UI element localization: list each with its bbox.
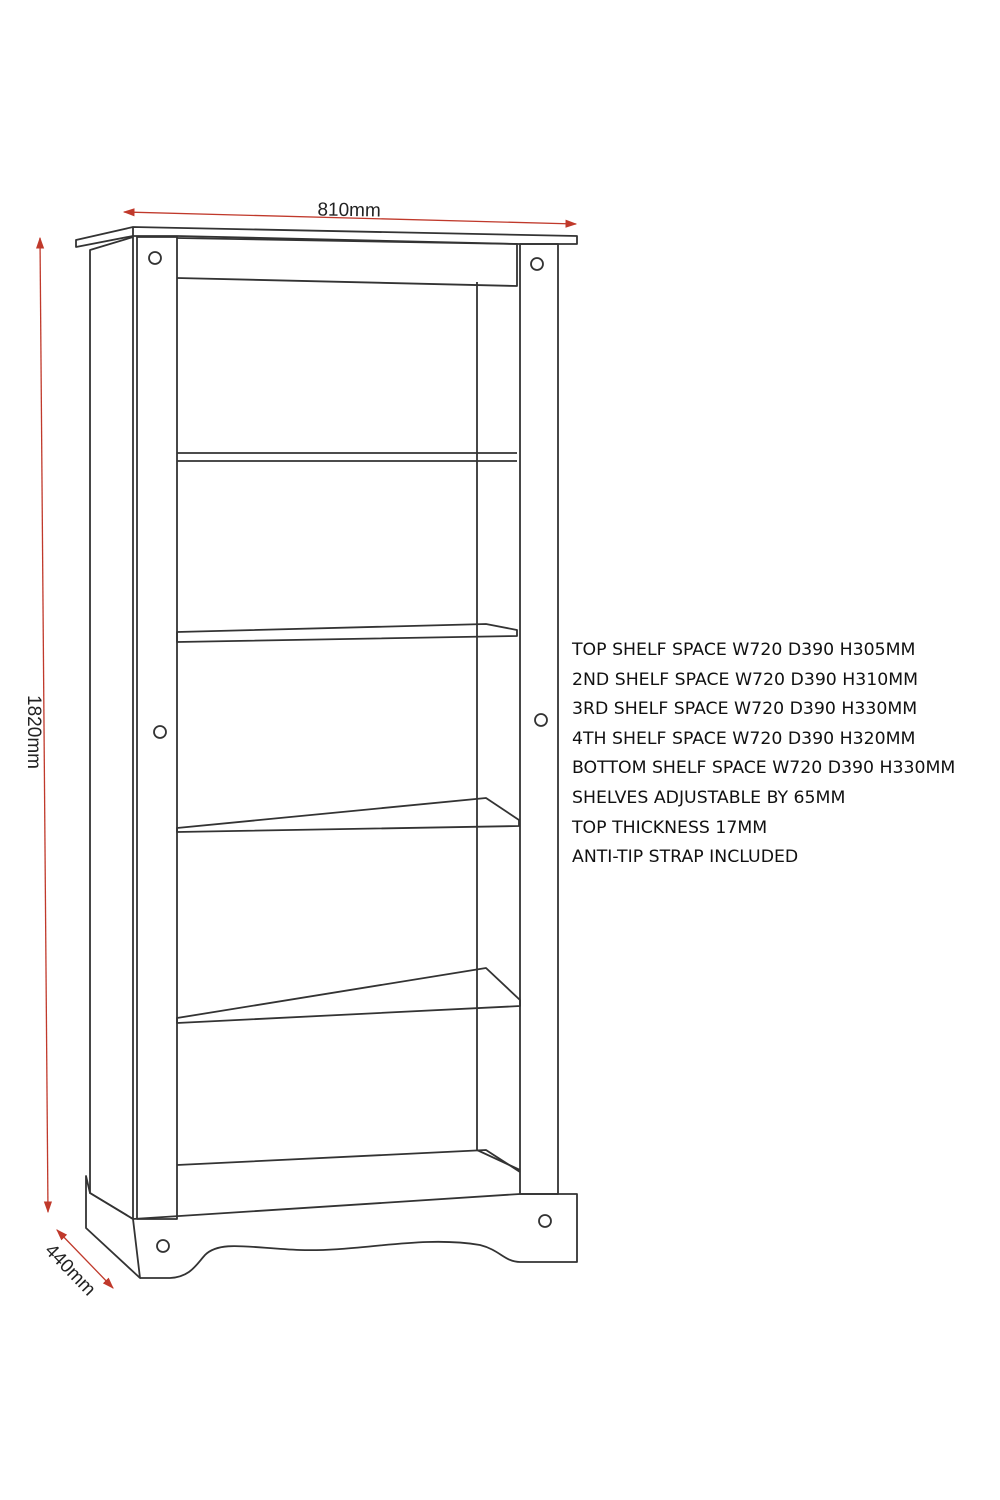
specification-list — [572, 636, 955, 873]
spec-4th-shelf: 4TH SHELF SPACE W720 D390 H320MM — [572, 728, 916, 749]
shelves — [177, 453, 520, 1172]
top-rail — [177, 238, 517, 286]
spec-anti-tip-strap: ANTI-TIP STRAP INCLUDED — [572, 847, 799, 868]
left-side-panel — [90, 237, 133, 1219]
back-panel — [477, 282, 520, 1170]
bookcase-outline — [76, 227, 577, 1278]
left-front-post — [137, 237, 177, 1219]
spec-shelves-adjustable: SHELVES ADJUSTABLE BY 65MM — [572, 787, 846, 808]
spec-top-shelf: TOP SHELF SPACE W720 D390 H305MM — [572, 640, 916, 660]
spec-2nd-shelf: 2ND SHELF SPACE W720 D390 H310MM — [572, 669, 919, 690]
screw-holes — [149, 252, 551, 1252]
width-label: 810mm — [317, 199, 381, 222]
plinth-front — [133, 1194, 577, 1278]
spec-bottom-shelf: BOTTOM SHELF SPACE W720 D390 H330MM — [572, 758, 956, 779]
height-label: 1820mm — [23, 695, 44, 769]
spec-top-thickness: TOP THICKNESS 17MM — [572, 817, 768, 838]
depth-label: 440mm — [40, 1240, 100, 1301]
plinth — [86, 1176, 140, 1278]
right-front-post — [520, 244, 558, 1194]
spec-3rd-shelf: 3RD SHELF SPACE W720 D390 H330MM — [572, 699, 918, 720]
